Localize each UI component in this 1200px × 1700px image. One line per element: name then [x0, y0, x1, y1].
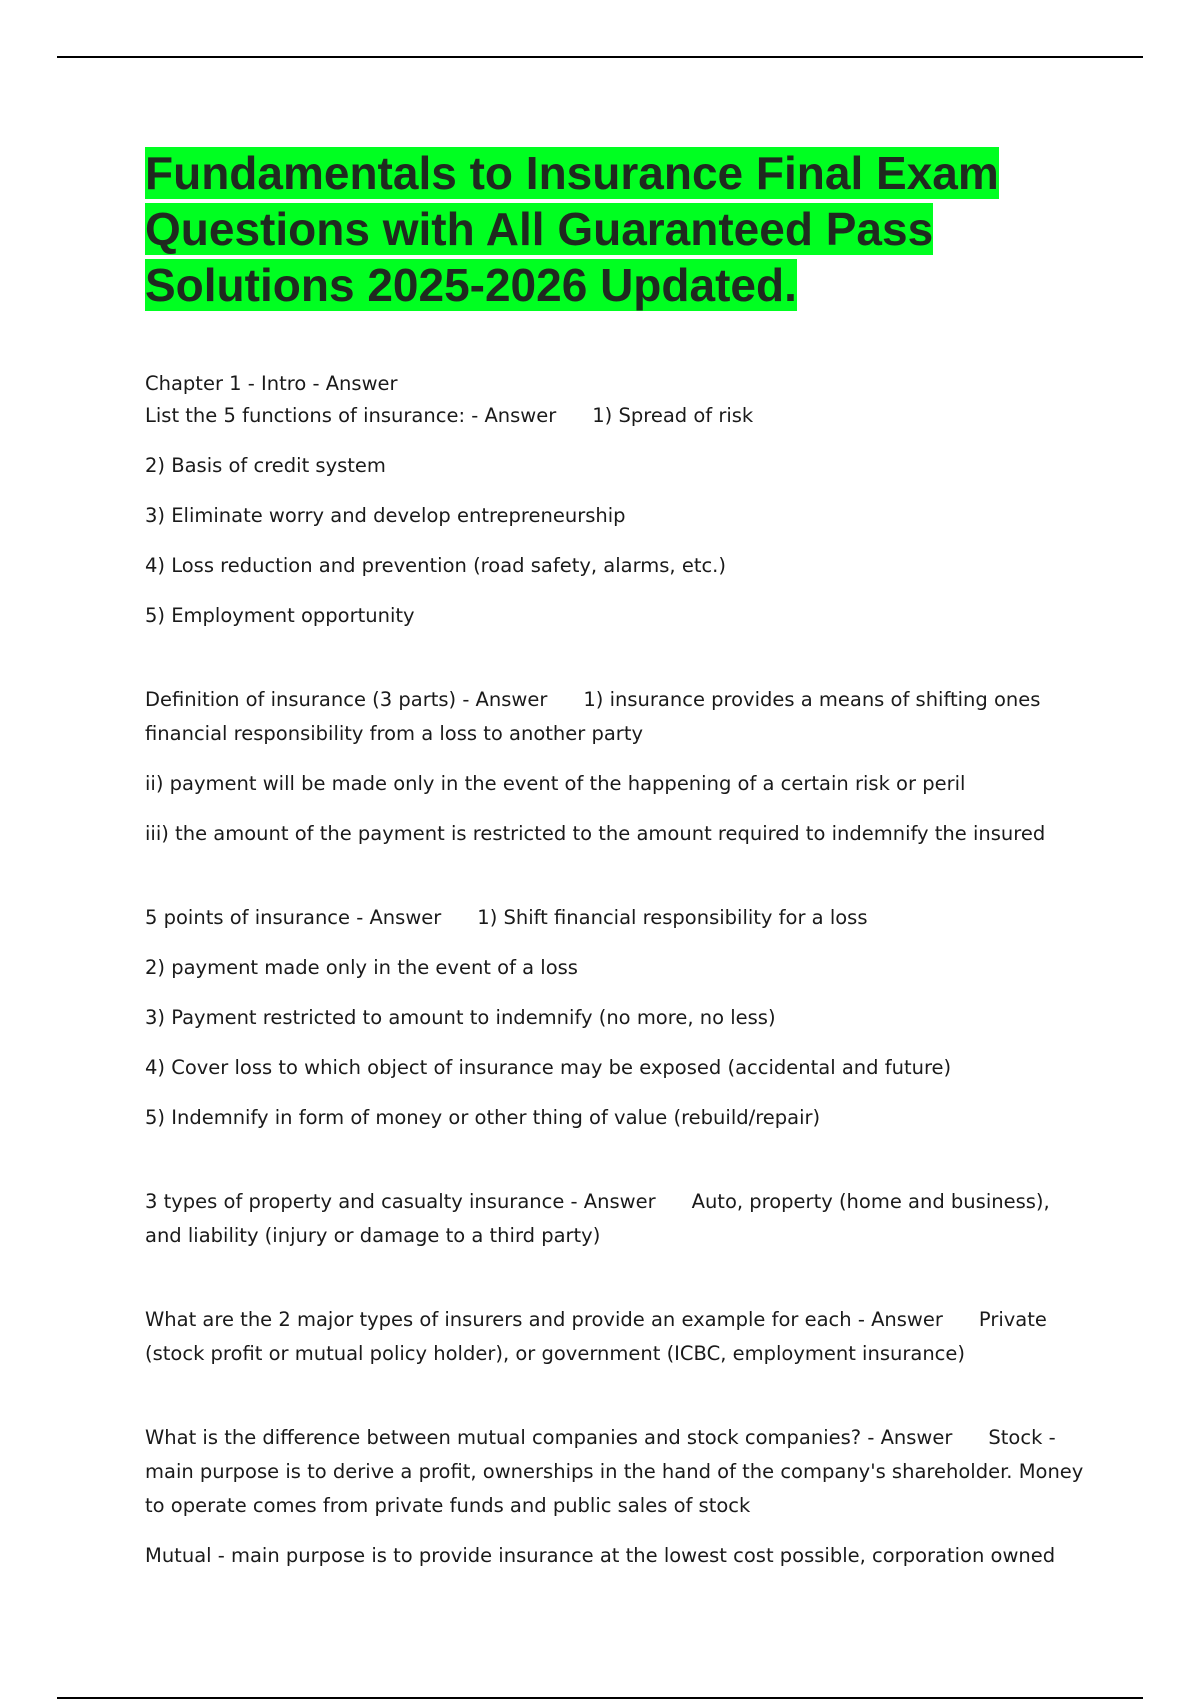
answer-text: Private (stock profit or mutual policy holder), or government (ICBC, employment insurance) — [145, 1308, 1047, 1365]
chapter-heading: Chapter 1 - Intro - Answer — [145, 372, 398, 395]
header-rule — [57, 56, 1143, 58]
answer-line: 2) payment made only in the event of a loss — [145, 956, 578, 979]
answer-line: 3) Payment restricted to amount to indemnify (no more, no less) — [145, 1006, 776, 1029]
answer-line: 5) Employment opportunity — [145, 604, 415, 627]
qa-item-points — [145, 901, 1090, 935]
answer-text: 1) Spread of risk — [592, 404, 754, 427]
footer-rule — [57, 1697, 1143, 1699]
answer-line: 4) Loss reduction and prevention (road safety, alarms, etc.) — [145, 554, 726, 577]
document-body — [145, 145, 1090, 1589]
qa-item-definition — [145, 683, 1090, 751]
answer-line: 4) Cover loss to which object of insurance may be exposed (accidental and future) — [145, 1056, 952, 1079]
question-text: 5 points of insurance - Answer — [145, 906, 442, 929]
question-text: What are the 2 major types of insurers and provide an example for each - Answer — [145, 1308, 943, 1331]
document-title — [145, 145, 1045, 313]
qa-list — [145, 399, 1090, 1573]
answer-line: ii) payment will be made only in the event of the happening of a certain risk or peril — [145, 772, 966, 795]
question-text: List the 5 functions of insurance: - Answer — [145, 404, 557, 427]
answer-line: 2) Basis of credit system — [145, 454, 386, 477]
qa-item-functions — [145, 399, 1090, 433]
answer-text: 1) insurance provides a means of shifting ones financial responsibility from a loss to another party — [145, 688, 1041, 745]
answer-line: iii) the amount of the payment is restricted to the amount required to indemnify the insured — [145, 822, 1046, 845]
answer-line: 3) Eliminate worry and develop entrepreneurship — [145, 504, 626, 527]
answer-text: 1) Shift financial responsibility for a loss — [477, 906, 868, 929]
answer-text: Auto, property (home and business), and liability (injury or damage to a third party) — [145, 1190, 1050, 1247]
qa-item-mutual-vs-stock — [145, 1421, 1090, 1523]
question-text: 3 types of property and casualty insurance - Answer — [145, 1190, 656, 1213]
answer-line: Mutual - main purpose is to provide insurance at the lowest cost possible, corporation owned — [145, 1544, 1056, 1567]
answer-text: Stock - main purpose is to derive a profit, ownerships in the hand of the company's shareholder. Money to operate comes from private funds and public sales of stock — [145, 1426, 1084, 1517]
title-highlight: Fundamentals to Insurance Final Exam Questions with All Guaranteed Pass Solutions 2025-2026 Updated. — [145, 147, 999, 311]
answer-line: 5) Indemnify in form of money or other thing of value (rebuild/repair) — [145, 1106, 821, 1129]
question-text: What is the difference between mutual companies and stock companies? - Answer — [145, 1426, 953, 1449]
qa-item-property-casualty — [145, 1185, 1090, 1253]
qa-item-insurer-types — [145, 1303, 1090, 1371]
question-text: Definition of insurance (3 parts) - Answer — [145, 688, 548, 711]
